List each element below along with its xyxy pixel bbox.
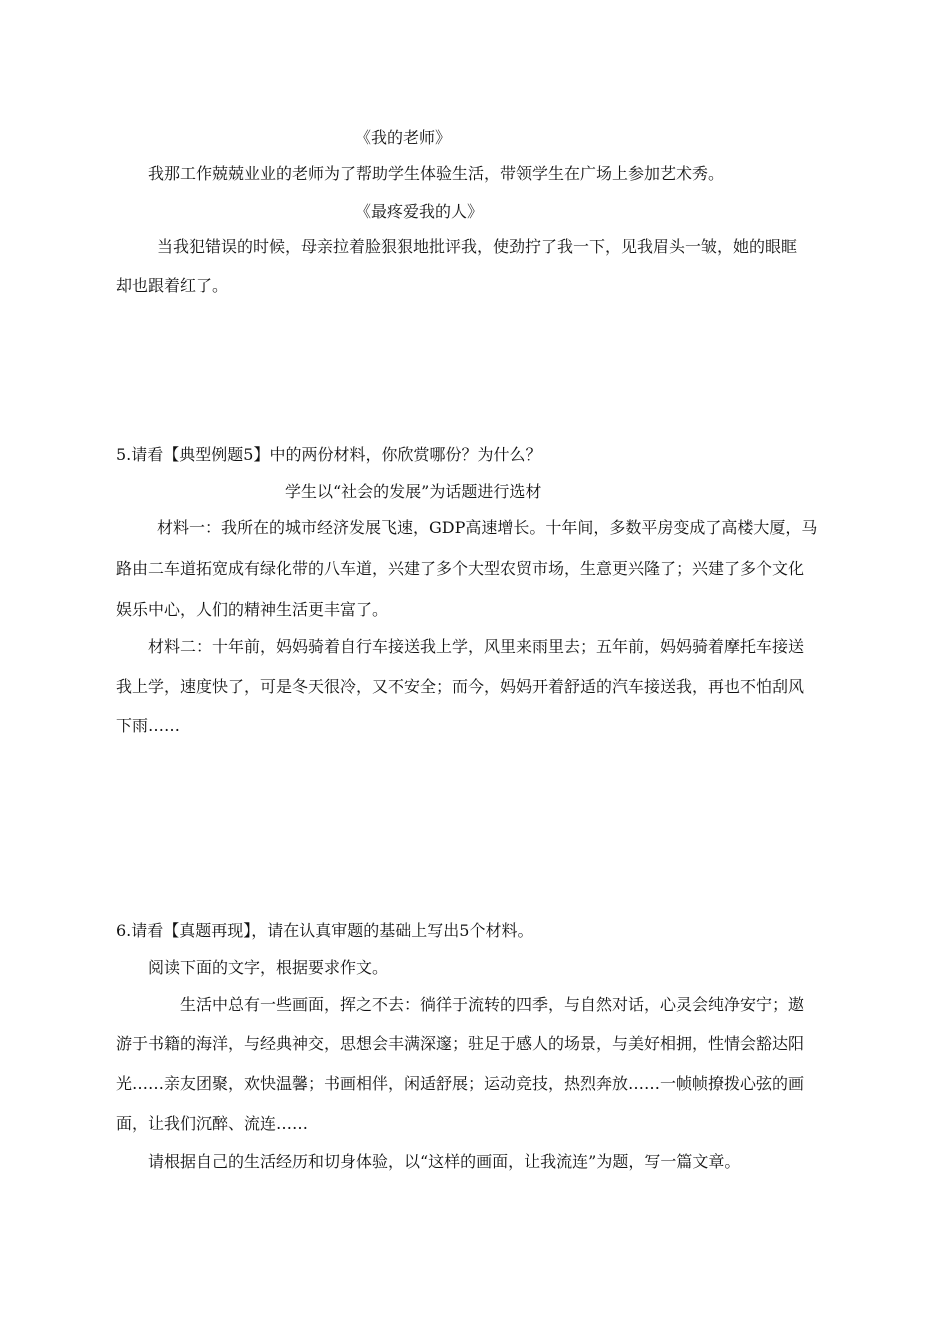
writing-requirement: 请根据自己的生活经历和切身体验，以“这样的画面，让我流连”为题，写一篇文章。	[148, 1152, 741, 1171]
material-1-line-2: 路由二车道拓宽成有绿化带的八车道，兴建了多个大型农贸市场，生意更兴隆了；兴建了多个文化	[116, 559, 805, 578]
passage-line-2: 游于书籍的海洋，与经典神交，思想会丰满深邃；驻足于感人的场景，与美好相拥，性情会豁达阳	[116, 1034, 805, 1053]
material-1-line-1: 材料一：我所在的城市经济发展飞速，GDP高速增长。十年间，多数平房变成了高楼大厦，马	[157, 518, 818, 537]
material-2-line-2: 我上学，速度快了，可是冬天很冷，又不安全；而今，妈妈开着舒适的汽车接送我，再也不怕刮风	[116, 677, 805, 696]
question-6-instruction: 阅读下面的文字，根据要求作文。	[148, 958, 389, 977]
essay-title-my-teacher: 《我的老师》	[355, 128, 452, 147]
passage-line-3: 光……亲友团聚，欢快温馨；书画相伴，闲适舒展；运动竞技，热烈奔放……一帧帧撩拨心弦的画	[116, 1074, 805, 1093]
essay-title-person-who-loves-me-most: 《最疼爱我的人》	[355, 202, 484, 221]
passage-line-4: 面，让我们沉醉、流连……	[116, 1114, 309, 1133]
paragraph-loves-me-line-2: 却也跟着红了。	[116, 276, 229, 295]
question-5-prompt: 5.请看【典型例题5】中的两份材料，你欣赏哪份？为什么？	[116, 445, 542, 464]
material-1-line-3: 娱乐中心，人们的精神生活更丰富了。	[116, 600, 389, 619]
paragraph-my-teacher: 我那工作兢兢业业的老师为了帮助学生体验生活，带领学生在广场上参加艺术秀。	[148, 164, 725, 183]
question-5-subtitle: 学生以“社会的发展”为话题进行选材	[285, 482, 542, 501]
passage-line-1: 生活中总有一些画面，挥之不去：徜徉于流转的四季，与自然对话，心灵会纯净安宁；遨	[180, 995, 805, 1014]
material-2-line-3: 下雨……	[116, 716, 181, 735]
material-2-line-1: 材料二：十年前，妈妈骑着自行车接送我上学，风里来雨里去；五年前，妈妈骑着摩托车接送	[148, 637, 805, 656]
paragraph-loves-me-line-1: 当我犯错误的时候，母亲拉着脸狠狠地批评我，使劲拧了我一下，见我眉头一皱，她的眼眶	[157, 237, 798, 256]
question-6-prompt: 6.请看【真题再现】，请在认真审题的基础上写出5个材料。	[116, 921, 534, 940]
